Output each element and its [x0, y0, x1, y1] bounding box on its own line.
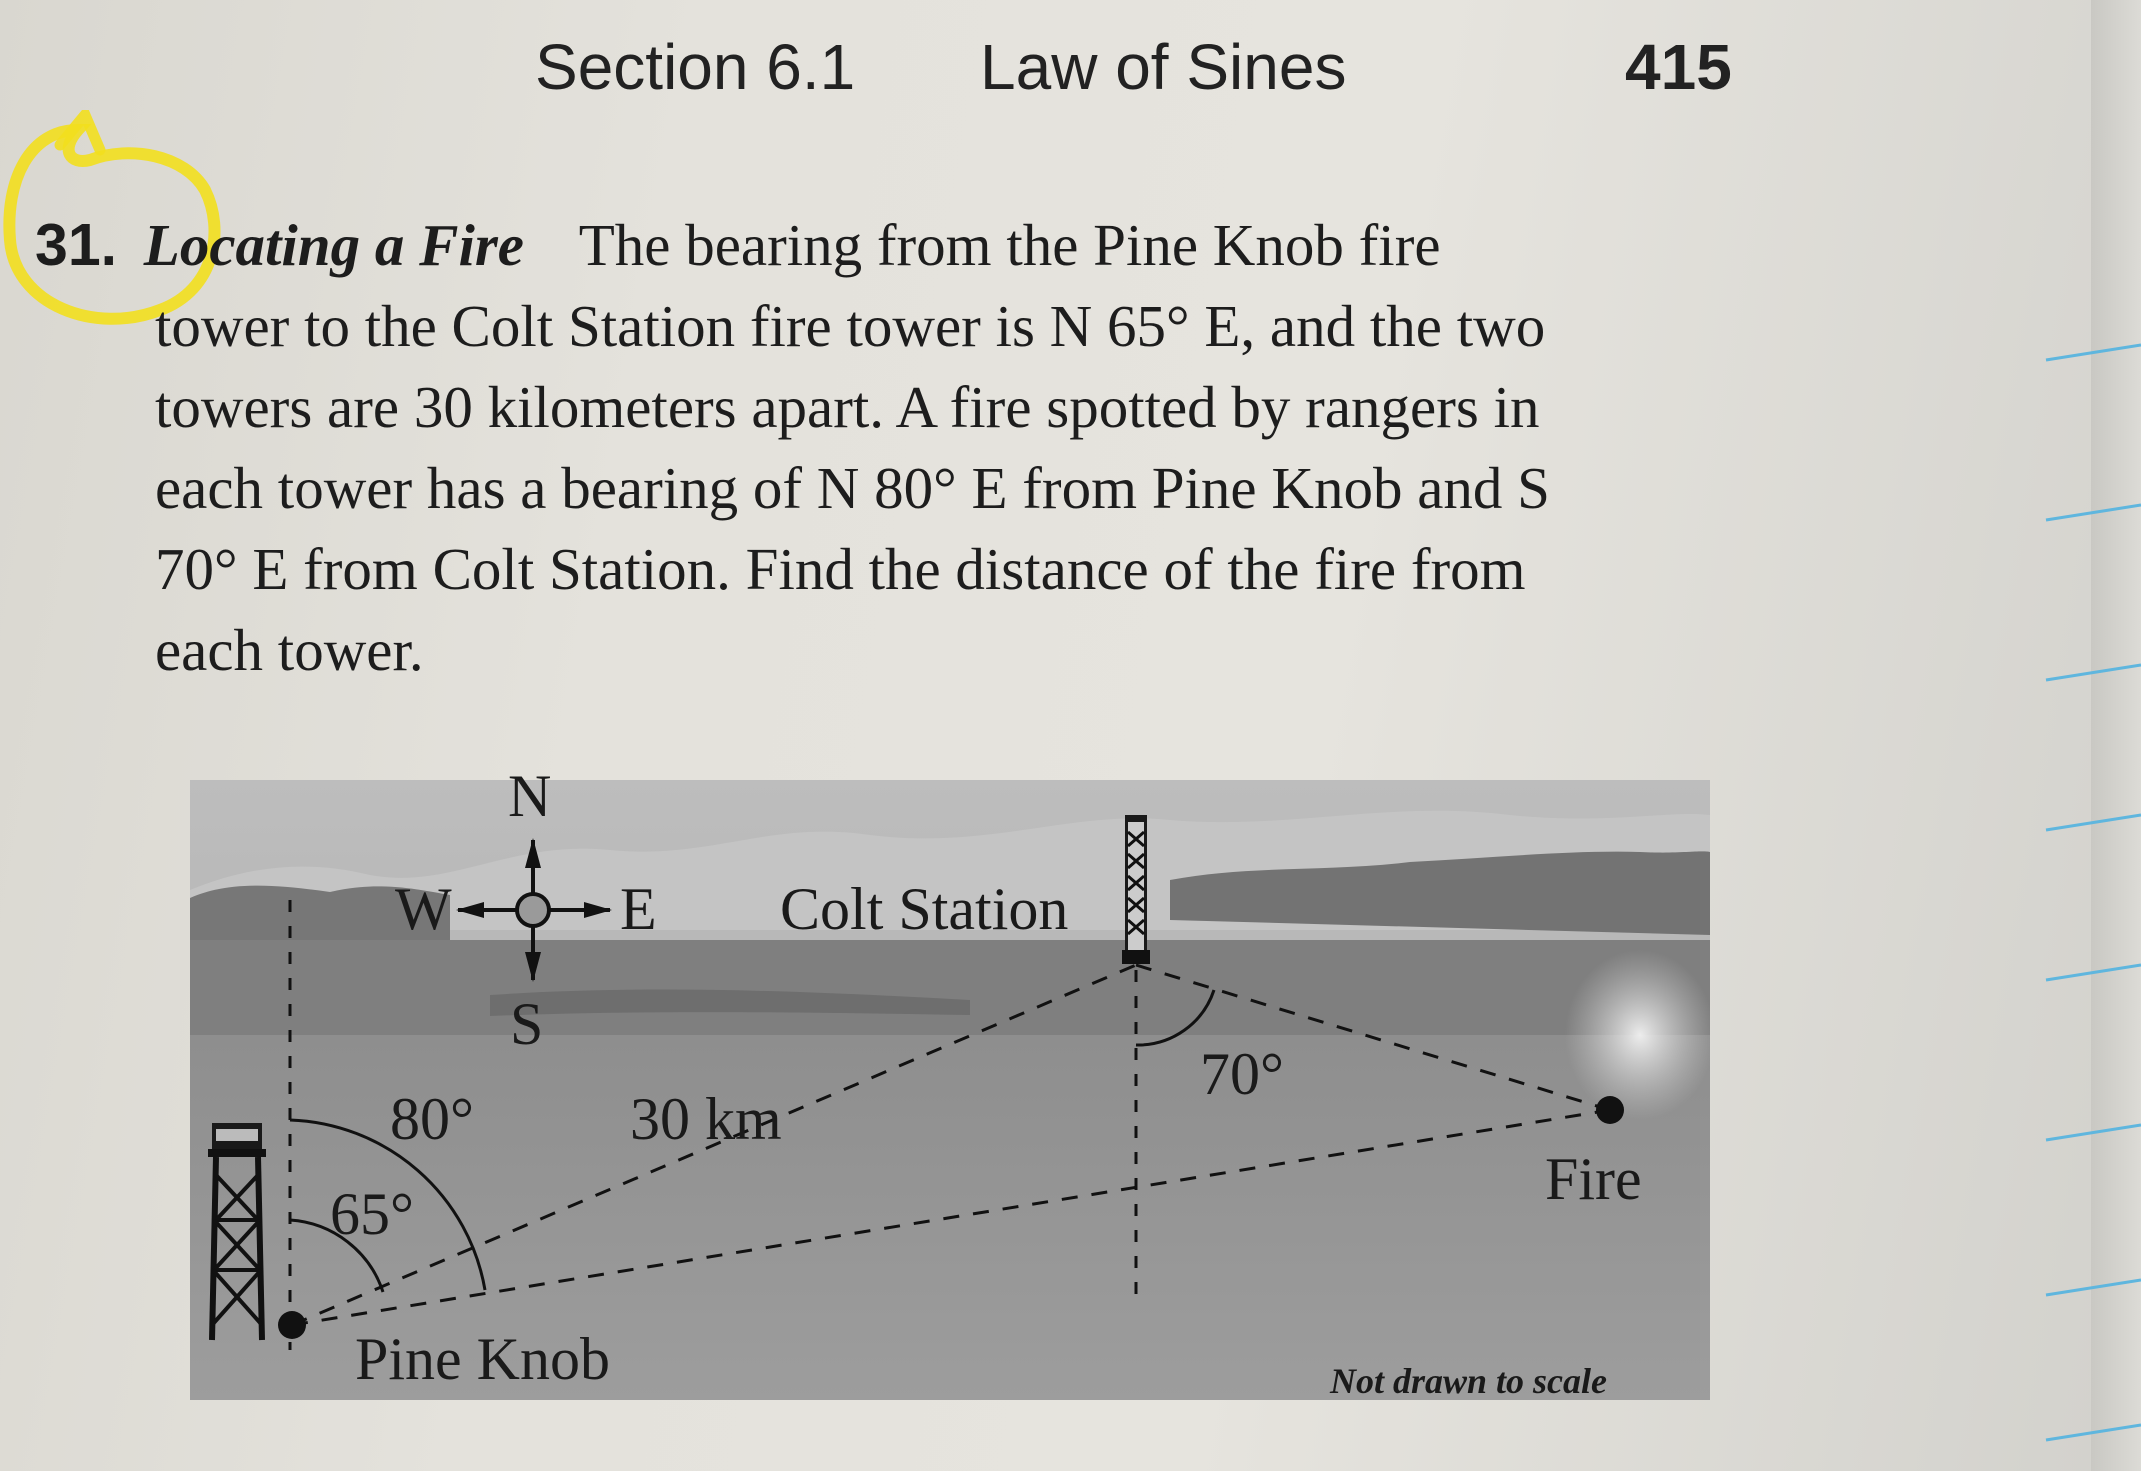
problem-first-line	[35, 205, 1441, 286]
smoke-plume	[1565, 950, 1710, 1120]
angle-70-label: 70°	[1200, 1041, 1284, 1107]
pine-knob-point	[278, 1311, 306, 1339]
fire-point	[1596, 1096, 1624, 1124]
fire-label: Fire	[1545, 1146, 1642, 1212]
section-label: Section 6.1	[535, 31, 856, 103]
section-topic: Law of Sines	[980, 31, 1347, 103]
problem-line-4: each tower has a bearing of N 80° E from Pine Knob and S	[155, 455, 1550, 521]
problem-line-3: towers are 30 kilometers apart. A fire spotted by rangers in	[155, 374, 1540, 440]
pine-knob-label: Pine Knob	[355, 1326, 610, 1392]
colt-station-tower-icon	[1122, 815, 1150, 964]
distance-label: 30 km	[630, 1086, 782, 1152]
notebook-paper-edge	[2001, 0, 2141, 1471]
angle-65-label: 65°	[330, 1181, 414, 1247]
problem-line-5: 70° E from Colt Station. Find the distance of the fire from	[155, 536, 1526, 602]
compass-south-label: S	[510, 991, 544, 1057]
compass-east-label: E	[620, 876, 657, 942]
mid-band	[190, 940, 1710, 1035]
not-to-scale-note: Not drawn to scale	[1330, 1361, 1608, 1401]
problem-title: Locating a Fire	[143, 212, 524, 278]
compass-west-label: W	[395, 876, 452, 942]
colt-station-label: Colt Station	[780, 876, 1069, 942]
compass-north-label: N	[508, 763, 552, 829]
page-number: 415	[1625, 31, 1732, 103]
problem-line-6: each tower.	[155, 617, 424, 683]
problem-line-2: tower to the Colt Station fire tower is N 65° E, and the two	[155, 293, 1546, 359]
problem-line-1: The bearing from the Pine Knob fire	[578, 212, 1441, 278]
problem-number: 31.	[35, 212, 118, 278]
angle-80-label: 80°	[390, 1086, 474, 1152]
fire-bearing-figure	[190, 763, 1710, 1401]
